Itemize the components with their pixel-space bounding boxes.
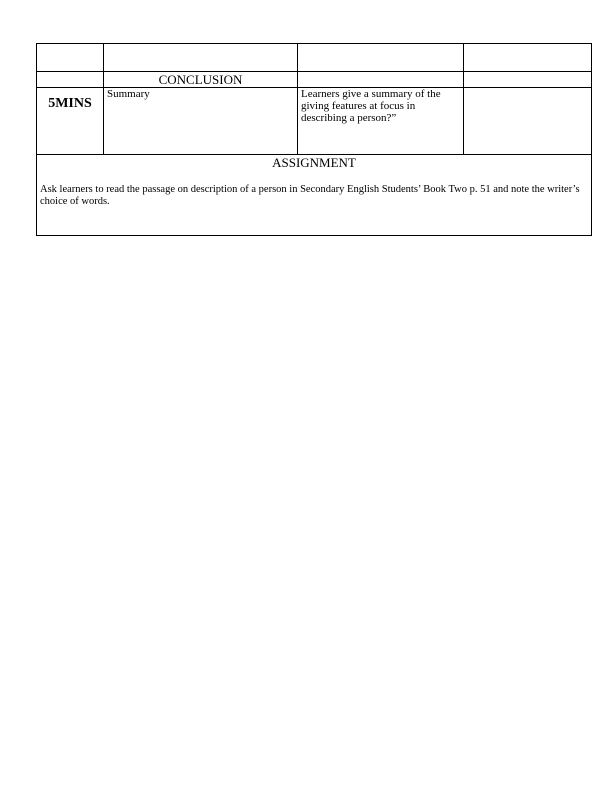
table-row bbox=[37, 72, 592, 88]
resources-cell bbox=[464, 88, 592, 155]
table-cell bbox=[298, 44, 464, 72]
table-row bbox=[37, 44, 592, 72]
assignment-text: Ask learners to read the passage on description of a person in Secondary English Students’ Book Two p. 51 and note the writer’s choice of words. bbox=[40, 184, 580, 207]
learner-activity-cell: Learners give a summary of the giving features at focus in describing a person?” bbox=[298, 88, 464, 155]
table-row bbox=[37, 88, 592, 155]
table-cell bbox=[104, 44, 298, 72]
table-row bbox=[37, 155, 592, 236]
table-cell bbox=[37, 72, 104, 88]
section-title: CONCLUSION bbox=[104, 72, 298, 88]
table-cell bbox=[464, 72, 592, 88]
assignment-heading: ASSIGNMENT bbox=[272, 155, 356, 170]
table-cell bbox=[37, 44, 104, 72]
table-cell bbox=[298, 72, 464, 88]
time-cell: 5MINS bbox=[37, 88, 104, 155]
activity-cell: Summary bbox=[104, 88, 298, 155]
assignment-cell bbox=[37, 155, 592, 236]
table-cell bbox=[464, 44, 592, 72]
lesson-plan-table bbox=[36, 43, 592, 236]
